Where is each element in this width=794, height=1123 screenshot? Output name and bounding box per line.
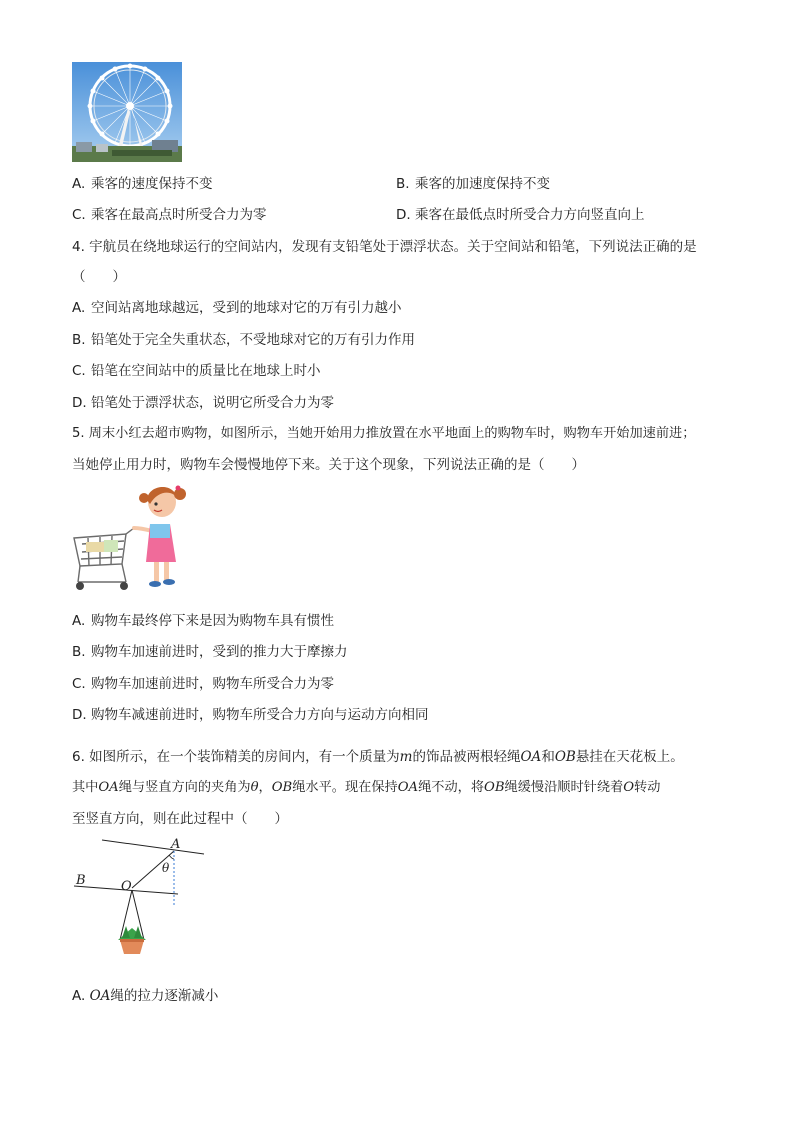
girl-shopping-cart-figure [72,478,192,596]
q4-option-c[interactable]: C. 铅笔在空间站中的质量比在地球上时小 [72,363,321,379]
label-b: B [76,873,86,888]
q3-option-d[interactable]: D. 乘客在最低点时所受合力方向竖直向上 [396,207,645,223]
q6-stem-line1: 6. 如图所示，在一个装饰精美的房间内，有一个质量为m的饰品被两根轻绳OA和OB悬挂在天花板上。 [72,749,684,765]
q4-option-d[interactable]: D. 铅笔处于漂浮状态，说明它所受合力为零 [72,395,334,411]
q6-stem-line3: 至竖直方向，则在此过程中（ ） [72,811,288,827]
q6-stem-line2: 其中OA绳与竖直方向的夹角为θ，OB绳水平。现在保持OA绳不动，将OB绳缓慢沿顺时针绕着O转动 [72,780,661,795]
q3-option-a[interactable]: A. 乘客的速度保持不变 [72,176,213,192]
q4-option-b[interactable]: B. 铅笔处于完全失重状态，不受地球对它的万有引力作用 [72,332,415,348]
q4-option-a[interactable]: A. 空间站离地球越远，受到的地球对它的万有引力越小 [72,300,402,316]
rope-diagram [70,832,210,972]
label-theta: θ [162,861,170,875]
q5-option-c[interactable]: C. 购物车加速前进时，购物车所受合力为零 [72,676,334,692]
ceiling-upper [102,840,204,854]
theta-arc [169,855,174,859]
q3-option-b[interactable]: B. 乘客的加速度保持不变 [396,176,550,192]
label-o: O [121,879,132,894]
q3-option-c[interactable]: C. 乘客在最高点时所受合力为零 [72,207,267,223]
q5-option-a[interactable]: A. 购物车最终停下来是因为购物车具有惯性 [72,613,334,629]
label-a: A [171,837,181,852]
q5-stem-line2: 当她停止用力时，购物车会慢慢地停下来。关于这个现象，下列说法正确的是（ ） [72,457,585,473]
q4-stem-line2: （ ） [72,269,126,285]
q5-option-b[interactable]: B. 购物车加速前进时，受到的推力大于摩擦力 [72,644,348,660]
q5-stem-line1: 5. 周末小红去超市购物，如图所示，当她开始用力推放置在水平地面上的购物车时，购物车开始加速前进； [72,426,696,441]
q6-option-a[interactable]: A. OA绳的拉力逐渐减小 [72,988,219,1004]
q4-stem-line1: 4. 宇航员在绕地球运行的空间站内，发现有支铅笔处于漂浮状态。关于空间站和铅笔，下列说法正确的是 [72,239,697,255]
q5-option-d[interactable]: D. 购物车减速前进时，购物车所受合力方向与运动方向相同 [72,707,429,723]
ferris-wheel-photo [72,62,182,162]
